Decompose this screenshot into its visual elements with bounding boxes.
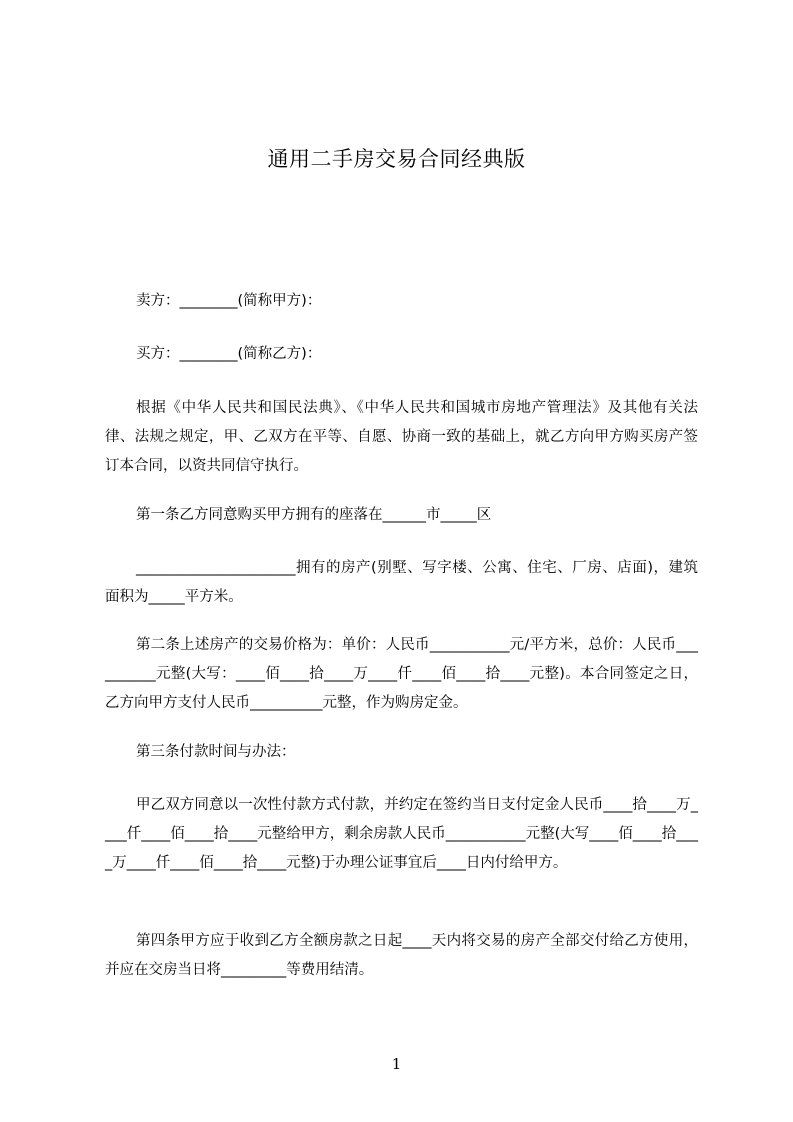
article-one-location: 第一条乙方同意购买甲方拥有的座落在______市_____区 <box>136 507 492 523</box>
buyer-line: 买方：________(简称乙方)： <box>136 346 322 362</box>
article-two-price: 第二条上述房产的交易价格为：单价：人民币___________元/平方米，总价：人民币__________元整(大写：____佰____拾____万____仟____佰____拾____元整)。本合同签定之日，乙方向甲方支付人民币__________元整，作为购房定金。 <box>105 637 698 711</box>
article-three-payment-method: 甲乙双方同意以一次性付款方式付款，并约定在签约当日支付定金人民币____拾____万____仟____佰____拾____元整给甲方，剩余房款人民币___________元整(大写____佰____拾____万____仟____佰____拾____元整)于办理公证事宜后____日内付给甲方。 <box>105 797 698 871</box>
article-three-title: 第三条付款时间与办法： <box>136 744 296 760</box>
seller-line: 卖方：________(简称甲方)： <box>136 293 322 309</box>
article-one-property-details: ______________________拥有的房产(别墅、写字楼、公寓、住宅、厂房、店面)，建筑面积为_____平方米。 <box>105 560 698 605</box>
article-four-delivery: 第四条甲方应于收到乙方全额房款之日起____天内将交易的房产全部交付给乙方使用，并应在交房当日将_________等费用结清。 <box>105 933 698 978</box>
document-title: 通用二手房交易合同经典版 <box>267 147 526 171</box>
page-number: 1 <box>391 1055 402 1073</box>
preamble-paragraph: 根据《中华人民共和国民法典》、《中华人民共和国城市房地产管理法》及其他有关法律、法规之规定，甲、乙双方在平等、自愿、协商一致的基础上，就乙方向甲方购买房产签订本合同，以资共同信守执行。 <box>105 400 698 474</box>
